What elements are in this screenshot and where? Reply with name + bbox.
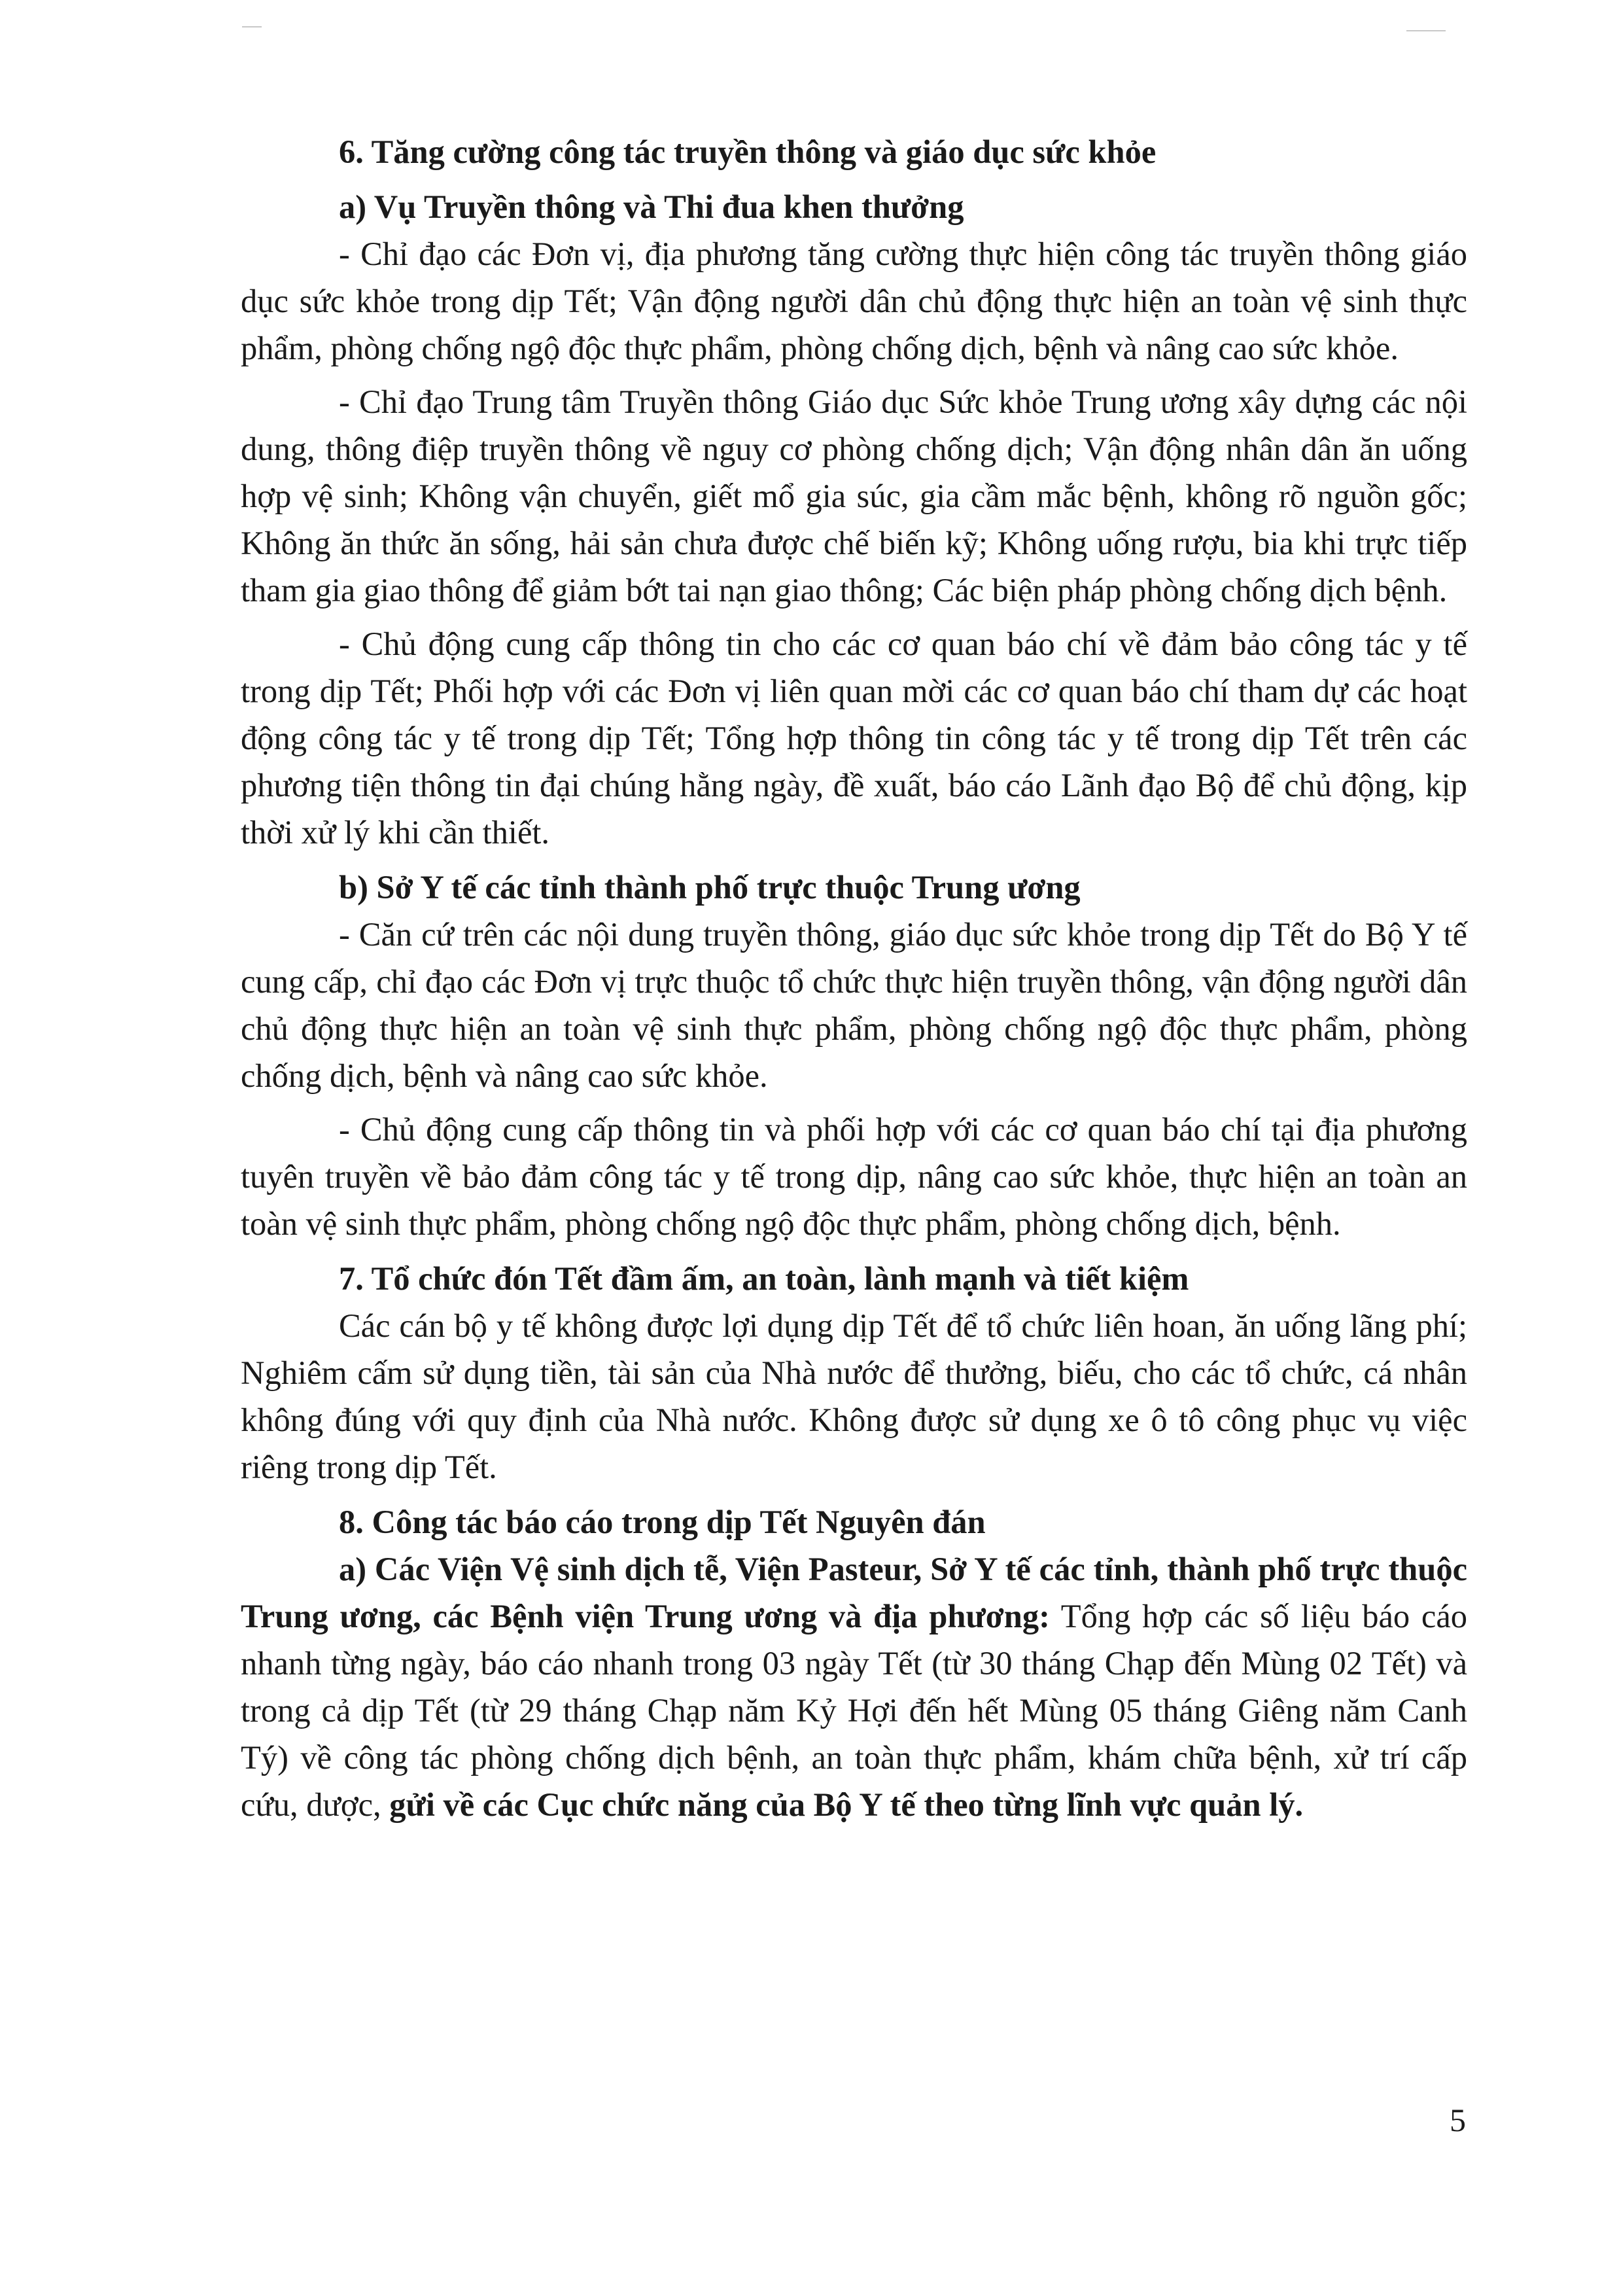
- section-8a-bold-tail: gửi về các Cục chức năng của Bộ Y tế theo từng lĩnh vực quản lý.: [389, 1786, 1304, 1823]
- section-7-heading: 7. Tổ chức đón Tết đầm ấm, an toàn, lành mạnh và tiết kiệm: [339, 1260, 1189, 1297]
- section-6a-paragraph-1: - Chỉ đạo các Đơn vị, địa phương tăng cường thực hiện công tác truyền thông giáo dục sức khỏe trong dịp Tết; Vận động người dân chủ động thực hiện an toàn vệ sinh thực phẩm, phòng chống ngộ độc thực phẩm, phòng chống dịch, bệnh và nâng cao sức khỏe.: [241, 236, 1467, 366]
- section-6a-paragraph-3: - Chủ động cung cấp thông tin cho các cơ quan báo chí về đảm bảo công tác y tế trong dịp Tết; Phối hợp với các Đơn vị liên quan mời các cơ quan báo chí tham dự các hoạt động công tác y tế trong dịp Tết; Tổng hợp thông tin công tác y tế trong dịp Tết trên các phương tiện thông tin đại chúng hằng ngày, đề xuất, báo cáo Lãnh đạo Bộ để chủ động, kịp thời xử lý khi cần thiết.: [241, 626, 1467, 851]
- section-6b-heading: b) Sở Y tế các tỉnh thành phố trực thuộc Trung ương: [339, 869, 1081, 906]
- section-6-heading: 6. Tăng cường công tác truyền thông và giáo dục sức khỏe: [339, 133, 1157, 170]
- section-6b-paragraph-2: - Chủ động cung cấp thông tin và phối hợp với các cơ quan báo chí tại địa phương tuyên truyền về bảo đảm công tác y tế trong dịp, nâng cao sức khỏe, thực hiện an toàn an toàn vệ sinh thực phẩm, phòng chống ngộ độc thực phẩm, phòng chống dịch, bệnh.: [241, 1111, 1467, 1242]
- section-6a-heading: a) Vụ Truyền thông và Thi đua khen thưởng: [339, 188, 964, 225]
- section-8a-paragraph: [241, 1545, 1467, 1828]
- section-6a-paragraph-2: - Chỉ đạo Trung tâm Truyền thông Giáo dục Sức khỏe Trung ương xây dựng các nội dung, thông điệp truyền thông về nguy cơ phòng chống dịch; Vận động nhân dân ăn uống hợp vệ sinh; Không vận chuyển, giết mổ gia súc, gia cầm mắc bệnh, không rõ nguồn gốc; Không ăn thức ăn sống, hải sản chưa được chế biến kỹ; Không uống rượu, bia khi trực tiếp tham gia giao thông để giảm bớt tai nạn giao thông; Các biện pháp phòng chống dịch bệnh.: [241, 383, 1467, 609]
- section-8a-text: Tổng hợp các số liệu báo cáo nhanh từng ngày, báo cáo nhanh trong 03 ngày Tết (từ 30 tháng Chạp đến Mùng 02 Tết) và trong cả dịp Tết (từ 29 tháng Chạp năm Kỷ Hợi đến hết Mùng 05 tháng Giêng năm Canh Tý) về công tác phòng chống dịch bệnh, an toàn thực phẩm, khám chữa bệnh, xử trí cấp cứu, dược,: [241, 1598, 1467, 1823]
- page-number: 5: [1450, 2102, 1466, 2138]
- scan-edge-mark-top-right: [1406, 30, 1446, 31]
- section-8a-bold-lead: a) Các Viện Vệ sinh dịch tễ, Viện Pasteur, Sở Y tế các tỉnh, thành phố trực thuộc Trung ương, các Bệnh viện Trung ương và địa phương:: [241, 1551, 1467, 1634]
- section-8-heading: 8. Công tác báo cáo trong dịp Tết Nguyên đán: [339, 1504, 986, 1540]
- document-body: [241, 128, 1467, 1828]
- scan-edge-mark-top-left: [242, 26, 262, 27]
- section-6b-paragraph-1: - Căn cứ trên các nội dung truyền thông, giáo dục sức khỏe trong dịp Tết do Bộ Y tế cung cấp, chỉ đạo các Đơn vị trực thuộc tổ chức thực hiện truyền thông, vận động người dân chủ động thực hiện an toàn vệ sinh thực phẩm, phòng chống ngộ độc thực phẩm, phòng chống dịch, bệnh và nâng cao sức khỏe.: [241, 916, 1467, 1094]
- section-7-paragraph-1: Các cán bộ y tế không được lợi dụng dịp Tết để tổ chức liên hoan, ăn uống lãng phí; Nghiêm cấm sử dụng tiền, tài sản của Nhà nước để thưởng, biếu, cho các tổ chức, cá nhân không đúng với quy định của Nhà nước. Không được sử dụng xe ô tô công phục vụ việc riêng trong dịp Tết.: [241, 1307, 1467, 1485]
